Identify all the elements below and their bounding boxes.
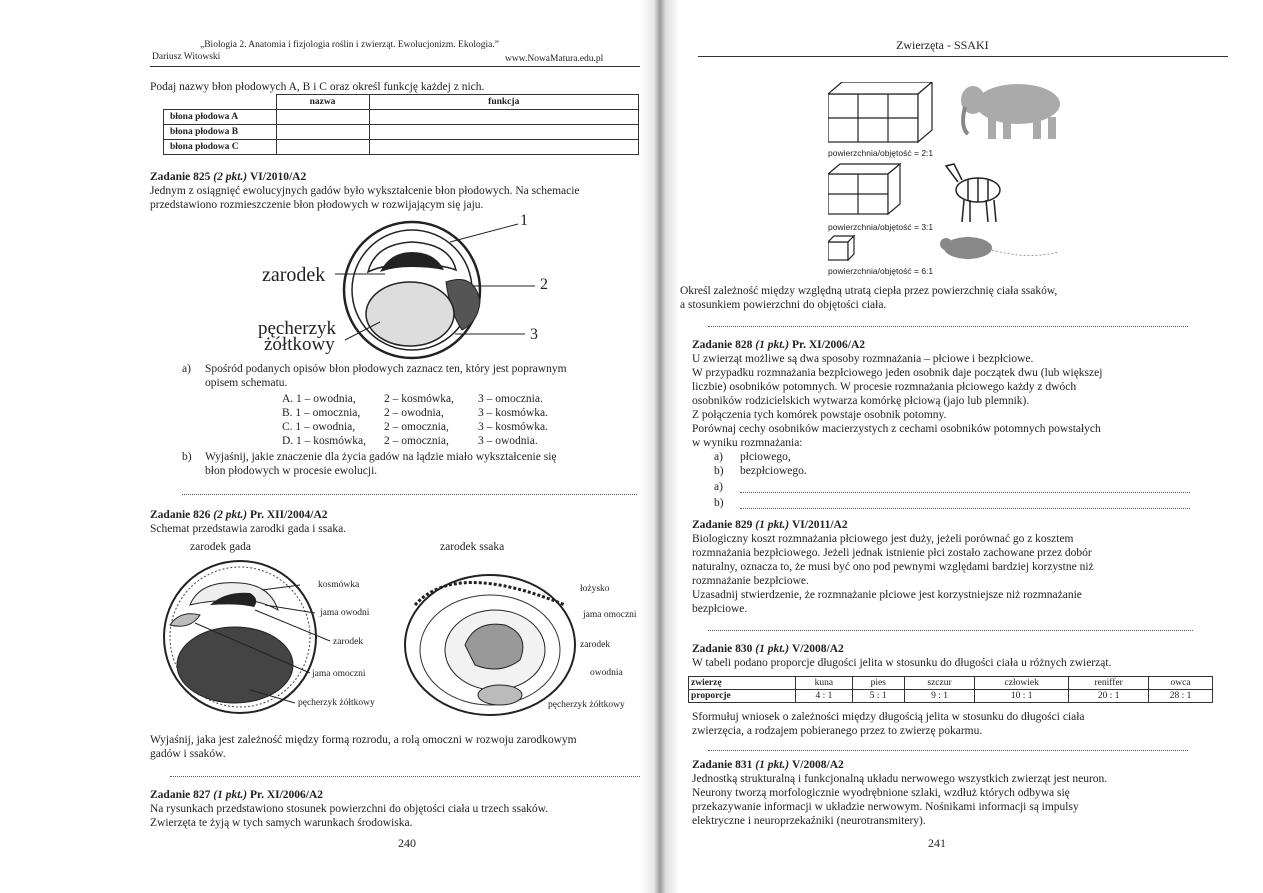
answer-cell[interactable] [369,110,639,125]
option-b-col2: 2 – owodnia, [384,407,444,419]
reptile-label-kosmowka: kosmówka [318,580,360,590]
task-code: Pr. XI/2006/A2 [250,789,324,801]
mammal-label-lozysko: łożysko [580,584,610,594]
task-828-line: W przypadku rozmnażania bezpłciowego jeden osobnik daje początek dwu (lub większej [692,367,1103,379]
option-a[interactable]: A. 1 – owodnia, [282,393,356,405]
label-1: 1 [520,212,528,229]
table-row [164,110,639,125]
task-827-question-1: Określ zależność między względną utratą ciepła przez powierzchnię ciała ssaków, [680,285,1058,297]
part-a-marker: a) [182,363,191,375]
task-831-line: Neurony tworzą morfologicznie wyodrębnione szlaki, wzdłuż których odbywa się [692,787,1070,799]
answer-line[interactable] [182,494,637,495]
cube-small [828,236,854,260]
header-website: www.NowaMatura.edu.pl [505,54,604,64]
ratio-cell: 4 : 1 [796,690,852,703]
intestine-ratio-table [688,676,1213,703]
task-points: (1 pkt.) [755,519,790,531]
reptile-allantois [170,614,200,627]
task-831-line: elektryczne i neuroprzekaźniki (neurotransmitery). [692,815,926,827]
task-title: Zadanie 830 [692,643,753,655]
task-title: Zadanie 829 [692,519,753,531]
task-825-text-1: Jednym z osiągnięć ewolucyjnych gadów było wykształcenie błon płodowych. Na schemacie [150,185,580,197]
surface-volume-illustration [828,82,1068,272]
answer-line[interactable] [708,326,1188,327]
reptile-label-jama-owodni: jama owodni [320,608,370,618]
part-b-text-1: Wyjaśnij, jakie znaczenie dla życia gadów na lądzie miało wykształcenie się [205,451,557,463]
ratio-elephant: powierzchnia/objętość = 2:1 [828,148,934,158]
task-829-line: Uzasadnij stwierdzenie, że rozmnażanie płciowe jest korzystniejsze niż rozmnażanie [692,589,1082,601]
row-label: błona płodowa B [164,125,277,140]
task-title: Zadanie 828 [692,339,753,351]
task-829-heading [692,518,848,532]
task-title: Zadanie 825 [150,171,211,183]
row-label-animal: zwierzę [689,677,796,690]
page-number-right: 241 [928,836,946,850]
task-830-heading [692,642,844,656]
task-code: VI/2011/A2 [792,519,848,531]
option-a-col2: 2 – kosmówka, [384,393,454,405]
task-826-heading [150,508,328,522]
task-title: Zadanie 831 [692,759,753,771]
yolk-sac [366,282,454,346]
option-d-col3: 3 – owodnia. [478,435,538,447]
mammal-label-jama-omoczni: jama omoczni [583,610,637,620]
table-row [689,677,1213,690]
task-827-heading [150,788,323,802]
answer-line-b[interactable] [740,508,1190,509]
question-intro: Podaj nazwy błon płodowych A, B i C oraz określ funkcję każdej z nich. [150,81,485,93]
page-number-left: 240 [398,836,416,850]
task-828-heading [692,338,865,352]
table-header-empty [164,95,277,110]
list-item-asexual: bezpłciowego. [740,465,807,477]
task-826-question-1: Wyjaśnij, jaka jest zależność między formą rozrodu, a rolą omoczni w rozwoju zarodkowym [150,734,577,746]
task-828-line: w wyniku rozmnażania: [692,437,803,449]
answer-line[interactable] [170,776,640,777]
answer-cell[interactable] [276,110,369,125]
task-828-line: Z połączenia tych komórek powstaje osobnik potomny. [692,409,947,421]
task-829-line: rozmnażanie bezpłciowe. [692,575,809,587]
cube-medium [828,164,900,214]
task-828-line: osobników rodzicielskich wytwarza komórkę płciową (jajo lub plemnik). [692,395,1030,407]
reptile-label-jama-omoczni: jama omoczni [312,669,366,679]
header-author: Dariusz Witowski [152,52,221,62]
task-title: Zadanie 826 [150,509,211,521]
task-829-line: bezpłciowe. [692,603,748,615]
task-title: Zadanie 827 [150,789,211,801]
ratio-cell: 9 : 1 [904,690,974,703]
task-825-heading [150,170,306,184]
task-code: Pr. XII/2004/A2 [250,509,328,521]
animal-cell: kuna [796,677,852,690]
reptile-label-zarodek: zarodek [333,637,364,647]
ratio-cell: 10 : 1 [975,690,1069,703]
header-book-title: „Biologia 2. Anatomia i fizjologia roślin i zwierząt. Ewolucjonizm. Ekologia.” [200,40,499,50]
option-c-col3: 3 – kosmówka. [478,421,548,433]
row-label-ratio: proporcje [689,690,796,703]
fetal-membranes-table [163,94,639,155]
task-831-line: Jednostką strukturalną i funkcjonalną układu nerwowego wszystkich zwierząt jest neuron. [692,773,1108,785]
reptile-label-pecherzyk: pęcherzyk żółtkowy [298,698,375,708]
ratio-cell: 28 : 1 [1149,690,1213,703]
task-826-question-2: gadów i ssaków. [150,748,226,760]
list-marker: a) [714,451,723,463]
label-3: 3 [530,326,538,343]
label-zoltkowy: żółtkowy [264,334,335,355]
mammal-label-zarodek: zarodek [580,640,611,650]
row-label: błona płodowa A [164,110,277,125]
answer-cell[interactable] [276,125,369,140]
answer-cell[interactable] [276,140,369,155]
mammal-placenta [415,583,565,606]
task-827-text-2: Zwierzęta te żyją w tych samych warunkach środowiska. [150,817,413,829]
task-code: V/2008/A2 [792,759,844,771]
option-d-col2: 2 – omocznia, [384,435,449,447]
list-item-sexual: płciowego, [740,451,791,463]
table-row [689,690,1213,703]
task-829-line: naturalny, oznacza to, że musi być ono pod pewnymi względami bardziej korzystne niż [692,561,1094,573]
mammal-yolk [478,685,522,705]
reptile-yolk [177,627,293,703]
label-2: 2 [540,276,548,293]
part-a-text-1: Spośród podanych opisów błon płodowych zaznacz ten, który jest poprawnym [205,363,567,375]
mammal-label-pecherzyk: pęcherzyk żółtkowy [548,700,625,710]
mammal-embryo-diagram [395,555,585,720]
task-points: (1 pkt.) [213,789,248,801]
cube-large [828,82,932,142]
answer-marker-a: a) [714,481,723,493]
task-828-line: Porównaj cechy osobników macierzystych z cechami osobników potomnych powstałych [692,423,1101,435]
table-row [164,140,639,155]
label-pecherzyk: pęcherzyk [258,318,337,339]
answer-line-a[interactable] [740,492,1190,493]
answer-cell[interactable] [369,125,639,140]
task-code: V/2008/A2 [792,643,844,655]
table-header-function: funkcja [369,95,639,110]
option-b[interactable]: B. 1 – omocznia, [282,407,361,419]
caption-mammal-embryo: zarodek ssaka [440,541,505,553]
caption-reptile-embryo: zarodek gada [190,541,251,553]
header-rule [698,56,1228,57]
animal-cell: reniffer [1069,677,1149,690]
ratio-zebra: powierzchnia/objętość = 3:1 [828,222,934,232]
answer-line[interactable] [708,750,1188,751]
task-826-text: Schemat przedstawia zarodki gada i ssaka. [150,523,347,535]
task-829-line: rozmnażania bezpłciowego. Jeżeli jednak istnienie płci zostało zachowane przez dobór [692,547,1092,559]
task-827-question-2: a stosunkiem powierzchni do objętości ciała. [680,299,887,311]
right-page [668,0,1263,893]
task-827-text-1: Na rysunkach przedstawiono stosunek powierzchni do objętości ciała u trzech ssaków. [150,803,549,815]
animal-cell: człowiek [975,677,1069,690]
pointer-kosmowka [262,585,300,590]
task-830-text: W tabeli podano proporcje długości jelita w stosunku do długości ciała u różnych zwierząt. [692,657,1112,669]
animal-cell: szczur [904,677,974,690]
task-points: (2 pkt.) [213,509,248,521]
task-825-text-2: przedstawiono rozmieszczenie błon płodowych w rozwijającym się jaju. [150,199,484,211]
task-830-question-1: Sformułuj wniosek o zależności między długością jelita w stosunku do długości ciała [692,711,1085,723]
answer-marker-b: b) [714,497,724,509]
task-points: (1 pkt.) [755,339,790,351]
option-b-col3: 3 – kosmówka. [478,407,548,419]
task-830-question-2: zwierzęcia, a rodzajem pobieranego przez to zwierzę pokarmu. [692,725,983,737]
task-points: (1 pkt.) [755,643,790,655]
task-points: (1 pkt.) [755,759,790,771]
answer-cell[interactable] [369,140,639,155]
task-points: (2 pkt.) [213,171,248,183]
option-d[interactable]: D. 1 – kosmówka, [282,435,367,447]
option-a-col3: 3 – omocznia. [478,393,543,405]
option-c[interactable]: C. 1 – owodnia, [282,421,356,433]
part-a-text-2: opisem schematu. [205,377,288,389]
task-831-heading [692,758,844,772]
zebra-icon [946,164,1000,222]
ratio-rat: powierzchnia/objętość = 6:1 [828,266,934,276]
task-code: Pr. XI/2006/A2 [792,339,866,351]
table-row [164,125,639,140]
list-marker: b) [714,465,724,477]
page-header: Zwierzęta - SSAKI [896,38,989,52]
animal-cell: pies [852,677,904,690]
answer-line[interactable] [708,630,1193,631]
task-828-line: liczbie) osobników potomnych. W procesie rozmnażania płciowego każdy z dwóch [692,381,1077,393]
task-829-line: Biologiczny koszt rozmnażania płciowego jest duży, jeżeli porównać go z kosztem [692,533,1074,545]
task-828-line: U zwierząt możliwe są dwa sposoby rozmnażania – płciowe i bezpłciowe. [692,353,1034,365]
rat-icon [940,237,1058,259]
ratio-cell: 5 : 1 [852,690,904,703]
row-label: błona płodowa C [164,140,277,155]
task-code: VI/2010/A2 [250,171,307,183]
header-rule [150,66,640,67]
mammal-label-owodnia: owodnia [590,668,623,678]
ratio-cell: 20 : 1 [1069,690,1149,703]
option-c-col2: 2 – omocznia, [384,421,449,433]
label-zarodek: zarodek [262,264,326,286]
part-b-marker: b) [182,451,192,463]
elephant-icon [961,84,1060,139]
pointer-jama-owodni [265,605,315,613]
animal-cell: owca [1149,677,1213,690]
task-831-line: przekazywanie informacji w układzie nerwowym. Nośnikami informacji są impulsy [692,801,1079,813]
pointer-1 [450,224,518,242]
part-b-text-2: błon płodowych w procesie ewolucji. [205,465,378,477]
table-header-name: nazwa [276,95,369,110]
